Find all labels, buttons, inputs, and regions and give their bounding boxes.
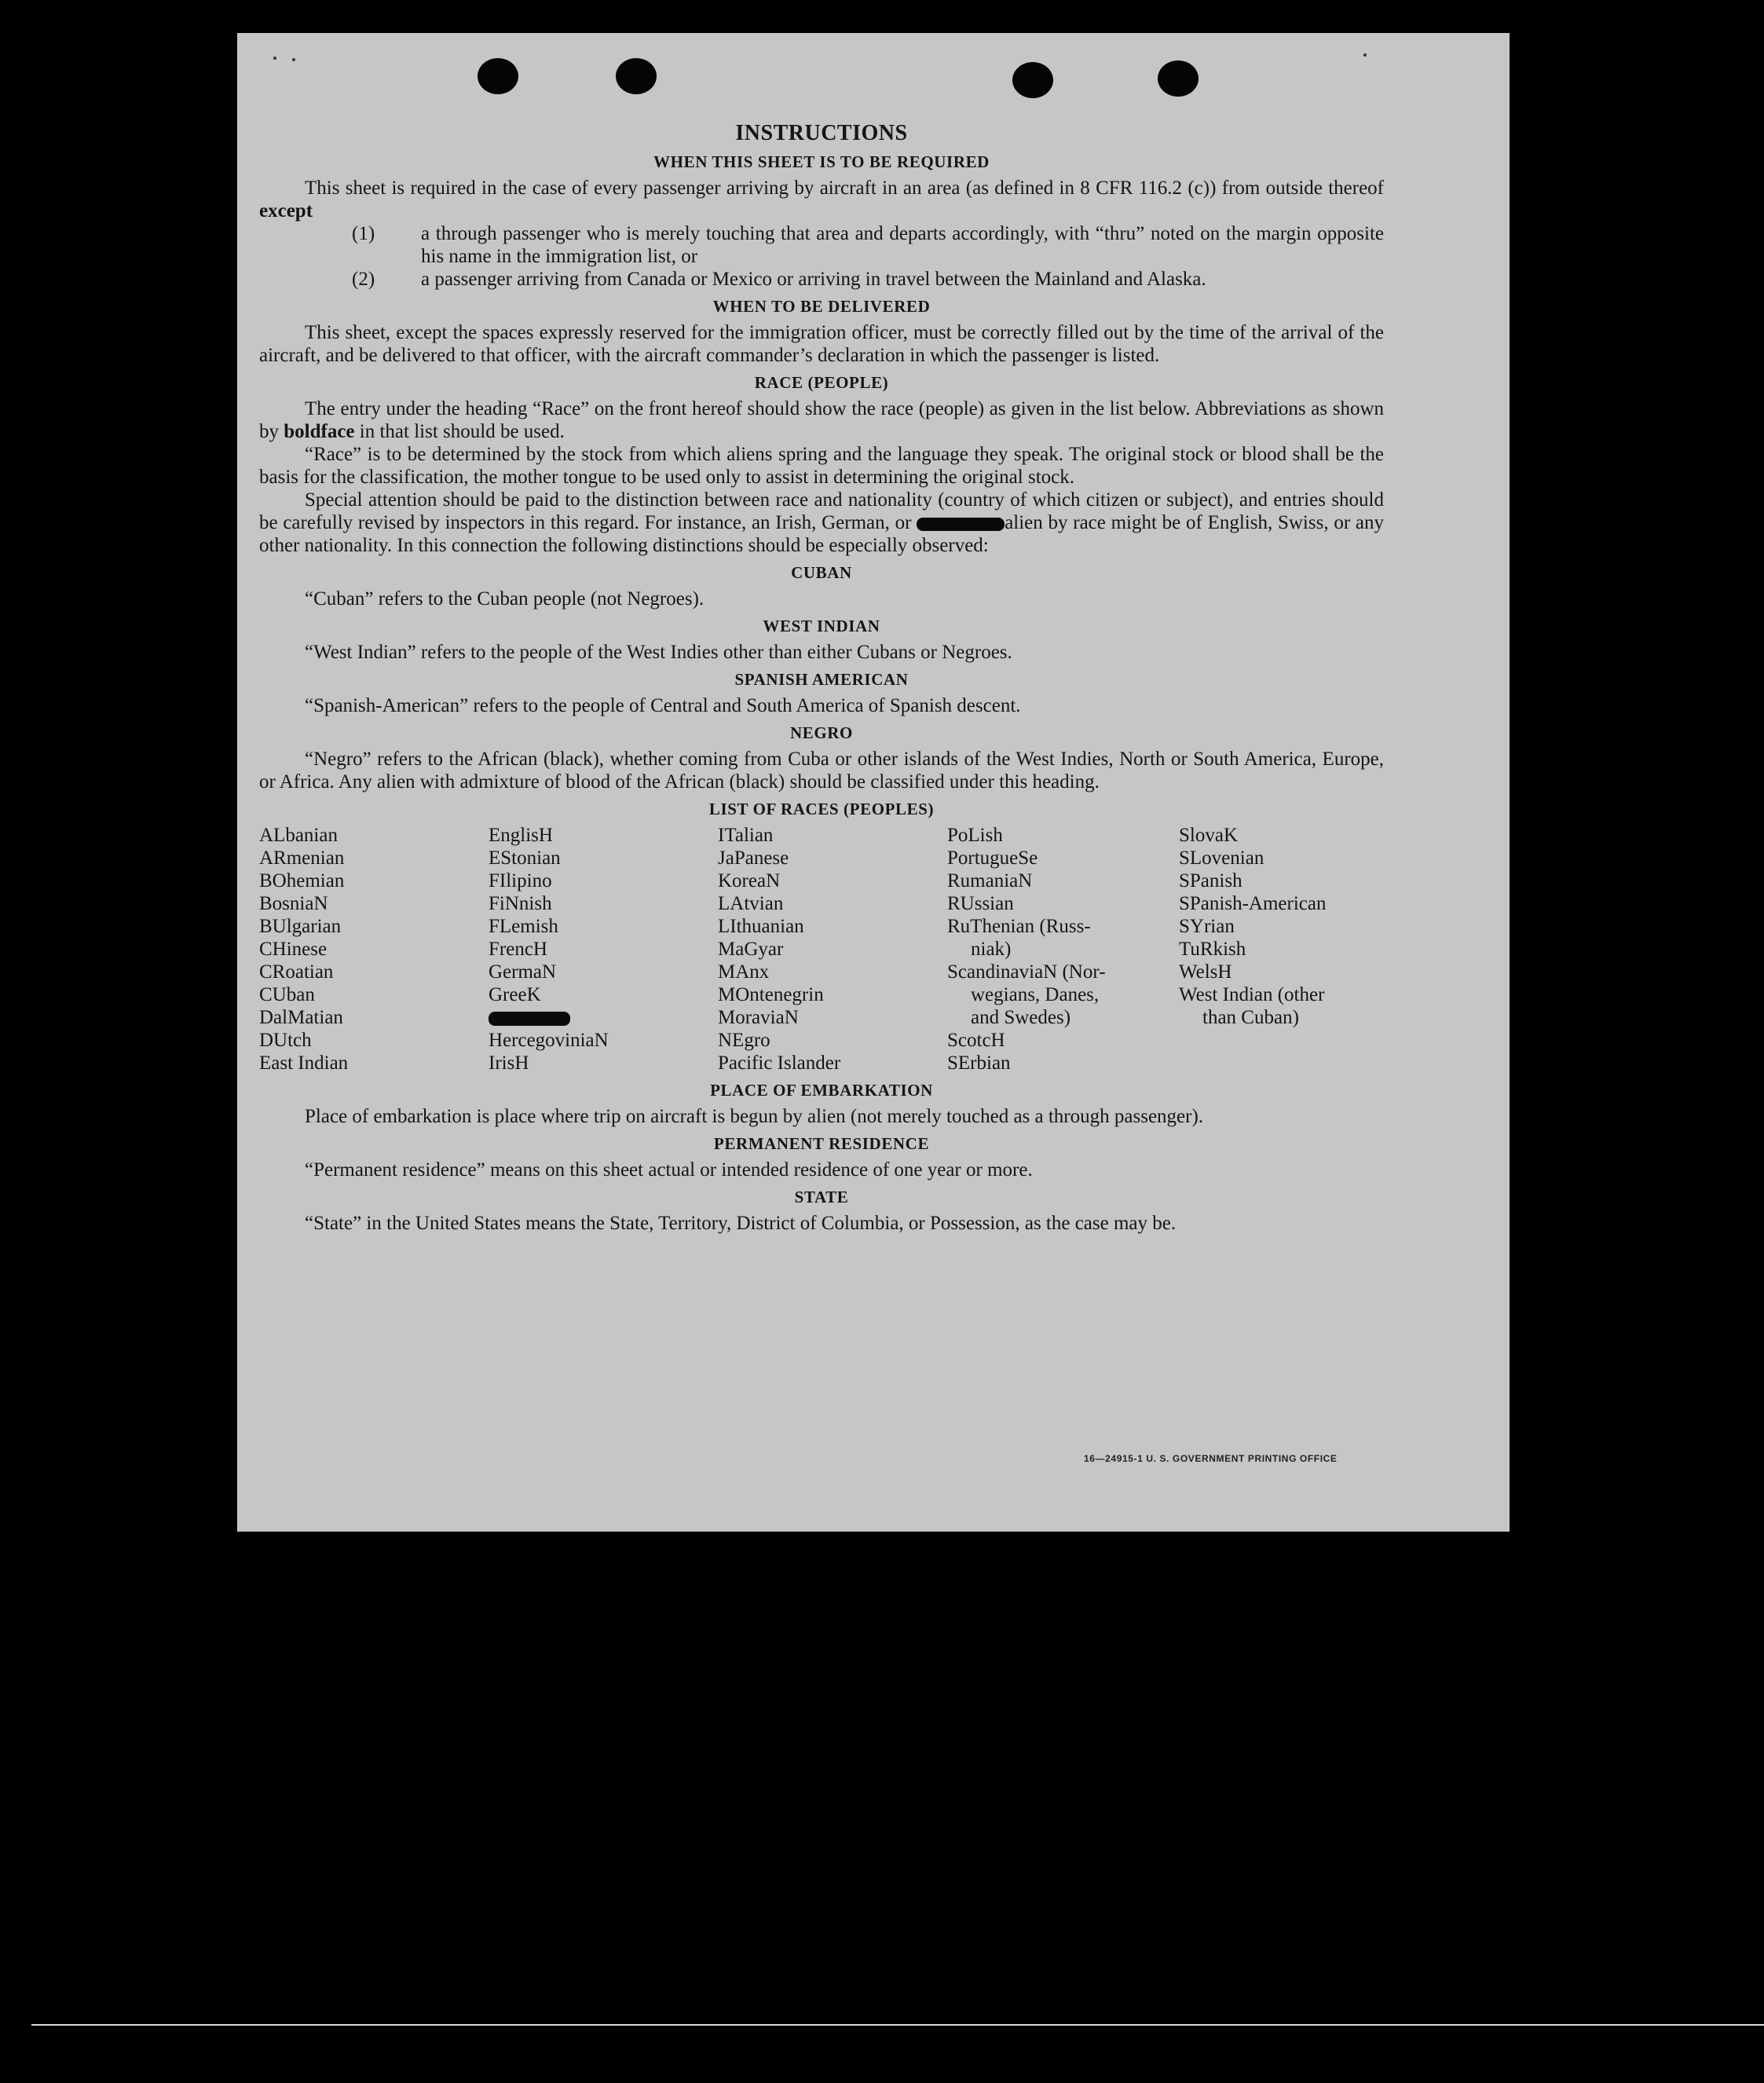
instructions-content (259, 121, 1384, 1235)
cuban-text: “Cuban” refers to the Cuban people (not Negroes). (305, 588, 705, 610)
punch-hole (616, 58, 657, 94)
section-heading-delivered: WHEN TO BE DELIVERED (712, 297, 931, 316)
section-heading-embarkation: PLACE OF EMBARKATION (710, 1081, 933, 1100)
race-item: CRoatian (259, 961, 334, 983)
race-item: BosniaN (259, 893, 328, 914)
embarkation-text: Place of embarkation is place where trip on aircraft is begun by alien (not merely touched as a through passenger). (305, 1106, 1204, 1127)
paper-speck (273, 57, 276, 60)
punch-hole (1012, 62, 1053, 98)
section-heading-negro: NEGRO (789, 723, 853, 742)
race-item: CHinese (259, 939, 328, 960)
race-item-redacted (489, 1006, 718, 1029)
section-heading-state: STATE (794, 1188, 849, 1206)
races-column-2 (489, 824, 718, 1074)
race-item: TuRkish (1179, 939, 1246, 960)
redaction-mark (917, 518, 1005, 531)
race-item: KoreaN (718, 870, 781, 891)
race-item: LAtvian (718, 893, 784, 914)
document-page (237, 33, 1510, 1532)
race-item: HercegoviniaN (489, 1030, 609, 1051)
races-column-5 (1179, 824, 1384, 1074)
race-item: LIthuanian (718, 916, 804, 937)
west-indian-text: “West Indian” refers to the people of the West Indies other than either Cubans or Negroes. (305, 642, 1012, 663)
race-paragraph-3: Special attention should be paid to the distinction between race and nationality (country of which citizen or subject), and entries should be carefully revised by inspectors in this regard. For instance, an Irish, German, or alien by race might be of English, Swiss, or any other nationality. In this connection the following distinctions should be especially observed: (259, 489, 1384, 556)
race-item-continuation: wegians, Danes, (971, 984, 1100, 1005)
exception-item-2: (2) a passenger arriving from Canada or Mexico or arriving in travel between the Mainland and Alaska. (352, 269, 1206, 290)
race-paragraph-1: The entry under the heading “Race” on the front hereof should show the race (people) as given in the list below. Abbreviations as shown by boldface in that list should be used. (259, 398, 1384, 442)
race-item: MoraviaN (718, 1007, 799, 1028)
race-item: ARmenian (259, 847, 345, 869)
race-item: DUtch (259, 1030, 312, 1051)
race-item: RumaniaN (947, 870, 1033, 891)
race-item: RuThenian (Russ- (947, 916, 1091, 937)
race-item: SErbian (947, 1052, 1011, 1074)
race-item: SYrian (1179, 916, 1235, 937)
race-item: BUlgarian (259, 916, 342, 937)
race-item: GermaN (489, 961, 557, 983)
section-heading-race: RACE (PEOPLE) (754, 373, 889, 392)
race-item: CUban (259, 984, 315, 1005)
race-item: ALbanian (259, 825, 338, 846)
race-item: PortugueSe (947, 847, 1038, 869)
page-title: INSTRUCTIONS (735, 121, 908, 145)
race-item: SlovaK (1179, 825, 1238, 846)
section-heading-west-indian: WEST INDIAN (763, 617, 880, 635)
race-item-continuation: and Swedes) (971, 1007, 1071, 1028)
race-item: RUssian (947, 893, 1014, 914)
state-text: “State” in the United States means the State, Territory, District of Columbia, or Possession, as the case may be. (305, 1213, 1177, 1234)
race-item: IrisH (489, 1052, 529, 1074)
negro-text: “Negro” refers to the African (black), whether coming from Cuba or other islands of the West Indies, North or South America, Europe, or Africa. Any alien with admixture of blood of the African (black) should be classified under this heading. (259, 749, 1384, 793)
race-item: Pacific Islander (718, 1052, 841, 1074)
race-item: BOhemian (259, 870, 345, 891)
section-heading-cuban: CUBAN (791, 563, 852, 582)
race-item: SPanish-American (1179, 893, 1327, 914)
redaction-mark (489, 1012, 570, 1026)
race-item-continuation: than Cuban) (1202, 1007, 1299, 1028)
race-item: NEgro (718, 1030, 770, 1051)
race-item: ScotcH (947, 1030, 1005, 1051)
printing-office-imprint: 16—24915-1 U. S. GOVERNMENT PRINTING OFFICE (1084, 1453, 1338, 1464)
exception-item-1: (1) a through passenger who is merely touching that area and departs accordingly, with “thru” noted on the margin opposite his name in the immigration list, or (352, 223, 1384, 267)
section-heading-list-of-races: LIST OF RACES (PEOPLES) (708, 800, 935, 818)
race-item: DalMatian (259, 1007, 343, 1028)
race-item: JaPanese (718, 847, 789, 869)
race-item: SPanish (1179, 870, 1242, 891)
race-item: FIlipino (489, 870, 552, 891)
races-column-3 (718, 824, 947, 1074)
race-item: SLovenian (1179, 847, 1264, 869)
race-item: GreeK (489, 984, 541, 1005)
delivered-text: This sheet, except the spaces expressly reserved for the immigration officer, must be correctly filled out by the time of the arrival of the aircraft, and be delivered to that officer, with the aircraft commander’s declaration in which the passenger is listed. (259, 322, 1384, 366)
races-list (259, 824, 1384, 1074)
residence-text: “Permanent residence” means on this sheet actual or intended residence of one year or more. (305, 1159, 1033, 1181)
races-column-1 (259, 824, 489, 1074)
punch-hole (1158, 60, 1199, 97)
race-item: PoLish (947, 825, 1003, 846)
races-column-4 (947, 824, 1179, 1074)
scan-edge-line (31, 2024, 1764, 2026)
section-heading-residence: PERMANENT RESIDENCE (713, 1134, 930, 1153)
race-item: WelsH (1179, 961, 1232, 983)
race-item: MOntenegrin (718, 984, 824, 1005)
race-item: EnglisH (489, 825, 553, 846)
race-item: MaGyar (718, 939, 784, 960)
section-heading-required: WHEN THIS SHEET IS TO BE REQUIRED (653, 152, 990, 171)
race-item: East Indian (259, 1052, 349, 1074)
punch-hole (478, 58, 518, 94)
race-item: West Indian (other (1179, 984, 1325, 1005)
race-item: MAnx (718, 961, 770, 983)
spanish-american-text: “Spanish-American” refers to the people of Central and South America of Spanish descent. (305, 695, 1021, 716)
race-paragraph-2: “Race” is to be determined by the stock from which aliens spring and the language they speak. The original stock or blood shall be the basis for the classification, the mother tongue to be used only to assist in determining the original stock. (259, 444, 1384, 488)
race-item: FrencH (489, 939, 547, 960)
race-item: EStonian (489, 847, 561, 869)
race-item: ScandinaviaN (Nor- (947, 961, 1106, 983)
paper-speck (292, 58, 295, 61)
section-heading-spanish-american: SPANISH AMERICAN (734, 670, 909, 689)
race-item: FiNnish (489, 893, 552, 914)
paper-speck (1363, 53, 1367, 57)
race-item: FLemish (489, 916, 558, 937)
race-item-continuation: niak) (971, 939, 1012, 960)
race-item: ITalian (718, 825, 774, 846)
required-intro: This sheet is required in the case of every passenger arriving by aircraft in an area (as defined in 8 CFR 116.2 (c)) from outside thereof except (259, 178, 1384, 221)
